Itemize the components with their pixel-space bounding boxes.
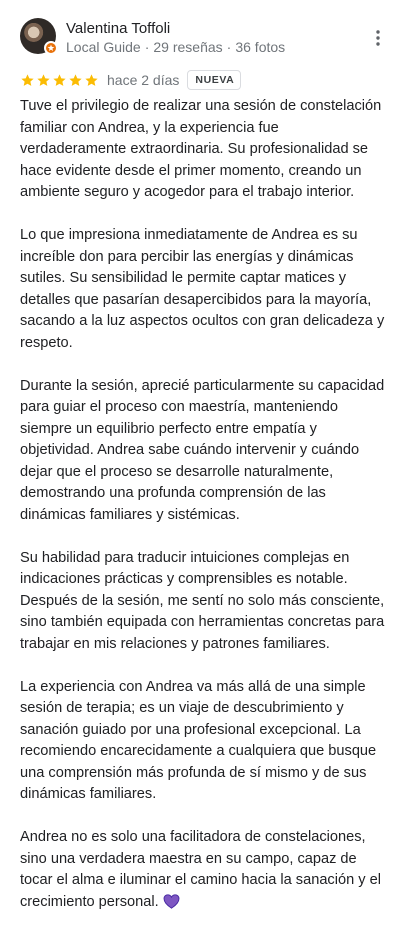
avatar[interactable]: [20, 18, 56, 54]
local-guide-badge-icon: [44, 41, 58, 55]
star-rating: [20, 73, 99, 88]
local-guide-label: Local Guide: [66, 39, 141, 55]
review-paragraph: Tuve el privilegio de realizar una sesión de constelación familiar con Andrea, y la experiencia fue verdaderamente extraordinaria. Su profesionalidad se hace evidente desde el primer momento, creando un ambiente seguro y acogedor para el trabajo interior.: [20, 98, 382, 200]
author-name[interactable]: Valentina Toffoli: [66, 20, 171, 37]
review-header: [20, 18, 390, 58]
rating-row: [20, 69, 241, 91]
review-time: hace 2 días: [107, 72, 180, 88]
review-paragraph: Andrea no es solo una facilitadora de constelaciones, sino una verdadera maestra en su campo, capaz de tocar el alma e iluminar el camino hacia la sanación y el crecimiento personal.: [20, 829, 381, 910]
star-icon: [68, 73, 83, 88]
review-paragraph: Lo que impresiona inmediatamente de Andrea es su increíble don para percibir las energías y dinámicas sutiles. Su sensibilidad le permite captar matices y detalles que pasarían desapercibidos para la mayoría, sacando a la luz aspectos ocultos con gran delicadeza y respeto.: [20, 227, 385, 351]
review-count: 29 reseñas: [153, 39, 223, 55]
more-options-button[interactable]: [370, 28, 386, 48]
review-paragraph: Su habilidad para traducir intuiciones complejas en indicaciones prácticas y comprensibles es notable. Después de la sesión, me sentí no solo más consciente, sino también equipada con herramientas concretas para trabajar en mis relaciones y patrones familiares.: [20, 549, 385, 652]
star-icon: [52, 73, 67, 88]
star-icon: [84, 73, 99, 88]
review-paragraph: La experiencia con Andrea va más allá de una simple sesión de terapia; es un viaje de descubrimiento y sanación guiado por una profesional excepcional. La recomiendo encarecidamente a cualquiera que busque una comprensión más profunda de sí mismo y de sus dinámicas familiares.: [20, 678, 377, 802]
author-meta: Local Guide · 29 reseñas · 36 fotos: [66, 39, 286, 55]
review-paragraph: Durante la sesión, aprecié particularmente su capacidad para guiar el proceso con maestría, manteniendo siempre un equilibrio perfecto entre empatía y objetividad. Andrea sabe cuándo intervenir y cuándo dejar que el proceso se desarrolle naturalmente, demostrando una profunda comprensión de las dinámicas familiares y sistémicas.: [20, 377, 385, 523]
star-icon: [20, 73, 35, 88]
new-badge: NUEVA: [187, 70, 241, 90]
purple-heart-icon: [163, 894, 180, 917]
star-icon: [36, 73, 51, 88]
review-paragraph-last: [20, 827, 386, 916]
photo-count: 36 fotos: [235, 39, 286, 55]
more-vert-icon: [370, 28, 386, 48]
review-text: [20, 96, 386, 938]
